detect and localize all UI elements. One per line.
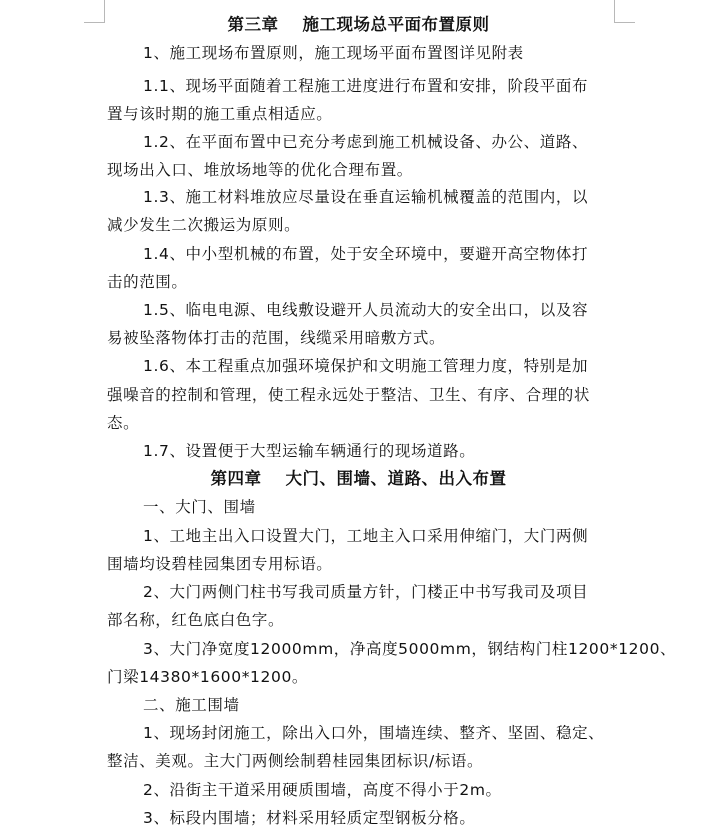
- wall-section-heading: 二、施工围墙: [143, 696, 240, 714]
- para-1-4-line-2: 击的范围。: [107, 273, 188, 291]
- gate-item-3-line-1: 3、大门净宽度12000mm，净高度5000mm，钢结构门柱1200*1200、: [143, 640, 677, 658]
- chapter-4-title: 大门、围墙、道路、出入布置: [285, 469, 507, 488]
- wall-item-1-line-1: 1、现场封闭施工，除出入口外，围墙连续、整齐、坚固、稳定、: [143, 724, 605, 742]
- chapter-4-heading: [0, 465, 717, 493]
- section-1-title: 1、施工现场布置原则，施工现场平面布置图详见附表: [143, 44, 524, 62]
- para-1-5-line-2: 易被坠落物体打击的范围，线缆采用暗敷方式。: [107, 329, 446, 347]
- para-1-1-line-2: 置与该时期的施工重点相适应。: [107, 105, 333, 123]
- para-1-5-line-1: 1.5、临电电源、电线敷设避开人员流动大的安全出口，以及容: [143, 301, 589, 319]
- para-1-7: 1.7、设置便于大型运输车辆通行的现场道路。: [143, 442, 476, 460]
- gate-item-1-line-2: 围墙均设碧桂园集团专用标语。: [107, 555, 333, 573]
- para-1-6-line-2: 强噪音的控制和管理，使工程永远处于整洁、卫生、有序、合理的状: [107, 386, 591, 404]
- gate-item-2-line-1: 2、大门两侧门柱书写我司质量方针，门楼正中书写我司及项目: [143, 583, 589, 601]
- para-1-2-line-1: 1.2、在平面布置中已充分考虑到施工机械设备、办公、道路、: [143, 133, 589, 151]
- chapter-3-label: 第三章: [227, 15, 279, 34]
- wall-item-2: 2、沿街主干道采用硬质围墙，高度不得小于2m。: [143, 781, 502, 799]
- para-1-2-line-2: 现场出入口、堆放场地等的优化合理布置。: [107, 161, 413, 179]
- chapter-3-heading: [0, 11, 717, 39]
- gate-section-heading: 一、大门、围墙: [143, 498, 256, 516]
- gate-item-1-line-1: 1、工地主出入口设置大门，工地主入口采用伸缩门，大门两侧: [143, 527, 589, 545]
- para-1-3-line-1: 1.3、施工材料堆放应尽量设在垂直运输机械覆盖的范围内，以: [143, 188, 589, 206]
- para-1-6-line-3: 态。: [107, 414, 140, 432]
- gate-item-2-line-2: 部名称，红色底白色字。: [107, 611, 285, 629]
- wall-item-3: 3、标段内围墙；材料采用轻质定型钢板分格。: [143, 809, 476, 827]
- para-1-4-line-1: 1.4、中小型机械的布置，处于安全环境中，要避开高空物体打: [143, 245, 589, 263]
- gate-item-3-line-2: 门梁14380*1600*1200。: [107, 668, 309, 686]
- para-1-1-line-1: 1.1、现场平面随着工程施工进度进行布置和安排，阶段平面布: [143, 77, 589, 95]
- para-1-3-line-2: 减少发生二次搬运为原则。: [107, 216, 301, 234]
- para-1-6-line-1: 1.6、本工程重点加强环境保护和文明施工管理力度，特别是加: [143, 357, 589, 375]
- chapter-4-label: 第四章: [210, 469, 262, 488]
- chapter-3-title: 施工现场总平面布置原则: [302, 15, 490, 34]
- wall-item-1-line-2: 整洁、美观。主大门两侧绘制碧桂园集团标识/标语。: [107, 752, 484, 770]
